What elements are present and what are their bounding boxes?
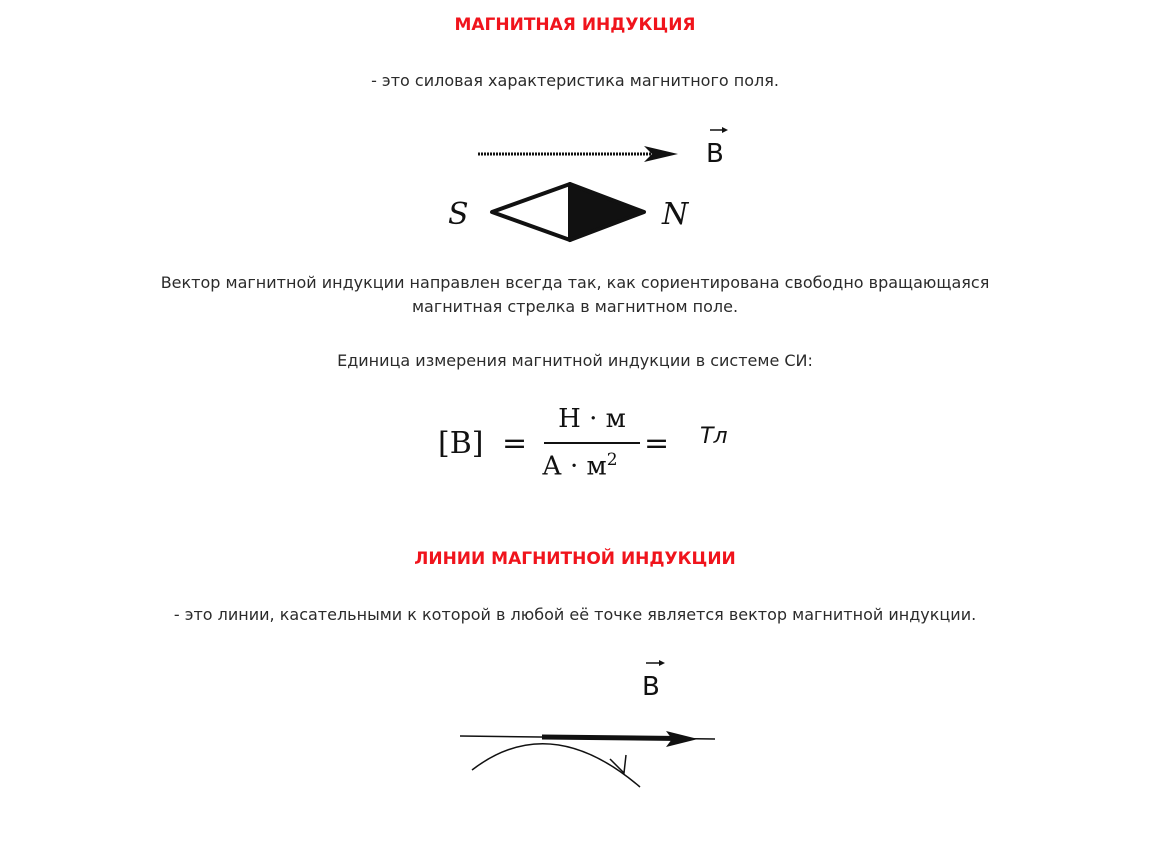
- formula-equals-1: =: [502, 426, 528, 461]
- magnetic-induction-definition: - это силовая характеристика магнитного поля.: [371, 71, 779, 90]
- section-title-field-lines: ЛИНИИ МАГНИТНОЙ ИНДУКЦИИ: [414, 549, 736, 569]
- formula-numerator: Н · м: [558, 404, 626, 434]
- formula-denominator: [542, 450, 618, 482]
- formula-denominator-exponent: 2: [606, 450, 618, 470]
- field-lines-definition: - это линии, касательными к которой в любой её точке является вектор магнитной индукции.: [173, 605, 977, 624]
- formula-fraction-bar: [544, 442, 640, 444]
- south-pole-label: S: [448, 197, 469, 232]
- formula-equals-2: =: [644, 426, 670, 461]
- b-vector-letter: B: [706, 139, 724, 169]
- compass-needle-figure: [430, 118, 750, 248]
- north-pole-label: N: [662, 197, 689, 232]
- tangent-b-vector-letter: B: [642, 672, 660, 702]
- si-unit-formula: [430, 400, 750, 495]
- formula-lhs: [B]: [438, 426, 484, 461]
- field-line-tangent-figure: [440, 655, 730, 795]
- section-title-magnetic-induction: МАГНИТНАЯ ИНДУКЦИЯ: [454, 15, 696, 35]
- formula-denominator-base: А · м: [542, 451, 607, 482]
- formula-unit-tesla: Тл: [700, 424, 728, 449]
- direction-text-line2: магнитная стрелка в магнитном поле.: [411, 297, 739, 316]
- si-unit-text: Единица измерения магнитной индукции в системе СИ:: [337, 351, 813, 370]
- direction-text-line1: Вектор магнитной индукции направлен всегда так, как сориентирована свободно вращающаяся: [160, 273, 990, 292]
